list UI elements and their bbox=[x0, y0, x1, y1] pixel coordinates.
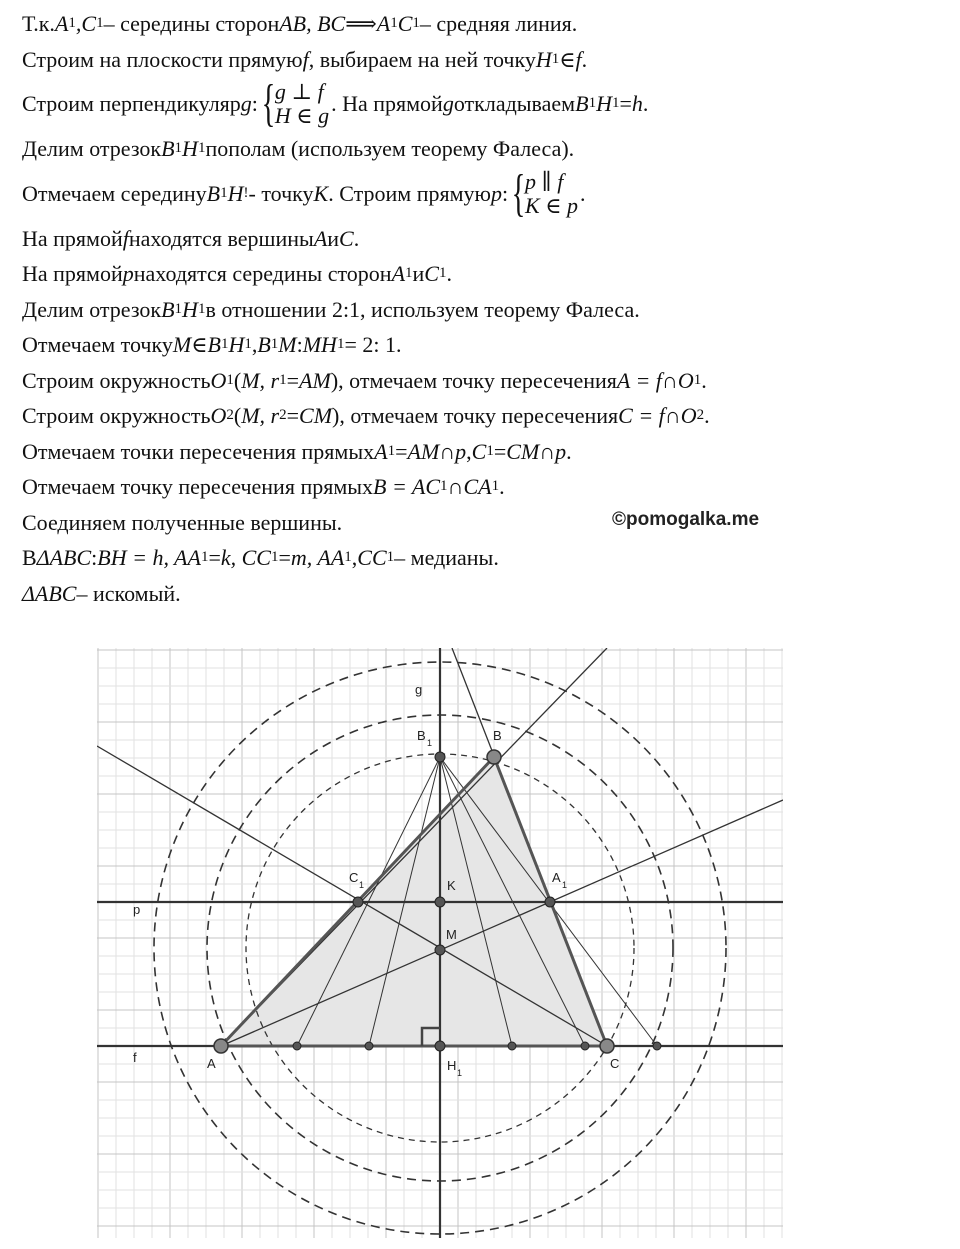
text-run: Отмечаем точки пересечения прямых bbox=[22, 438, 375, 464]
math-var: C bbox=[424, 261, 439, 286]
subscript: 1 bbox=[390, 15, 398, 31]
math-var: p bbox=[490, 180, 502, 206]
math-var: A bbox=[313, 225, 328, 251]
line-13 bbox=[22, 469, 942, 505]
label-p: p bbox=[133, 902, 141, 917]
label-a: A bbox=[207, 1056, 216, 1071]
math-var: M, r bbox=[241, 403, 280, 428]
math-op: ∩ bbox=[664, 403, 681, 428]
math-sep: , bbox=[75, 11, 82, 36]
system-of-conditions bbox=[260, 75, 330, 132]
text-run: в отношении 2:1, используем теорему Фалеса. bbox=[205, 296, 640, 322]
system-row: p ∥ f bbox=[525, 168, 564, 194]
math-var: AM bbox=[407, 438, 440, 464]
label-h1-sub: 1 bbox=[457, 1068, 463, 1078]
math-var: f bbox=[302, 46, 309, 72]
math-var: C bbox=[471, 438, 487, 464]
point-c1 bbox=[353, 897, 363, 907]
point-a bbox=[214, 1039, 228, 1053]
point-k bbox=[435, 897, 445, 907]
subscript: 1 bbox=[344, 549, 352, 565]
math-op: = bbox=[493, 438, 507, 464]
text-run: и bbox=[412, 261, 425, 286]
label-c1-sub: 1 bbox=[359, 880, 365, 890]
text-run: На прямой bbox=[22, 261, 123, 286]
label-b1: B bbox=[417, 728, 426, 743]
text-run: ), отмечаем точку пересечения bbox=[332, 403, 619, 428]
text-run: = 2: 1. bbox=[344, 332, 402, 357]
math-op: = bbox=[619, 91, 632, 117]
math-var: CM bbox=[506, 438, 540, 464]
math-op: = bbox=[286, 403, 300, 428]
subscript: 1 bbox=[279, 371, 287, 388]
text-run: На прямой bbox=[22, 225, 123, 251]
system-of-conditions bbox=[510, 164, 579, 222]
subscript: 1 bbox=[226, 371, 234, 388]
text-run: Строим окружность bbox=[22, 367, 211, 393]
text-run: находятся середины сторон bbox=[133, 261, 392, 286]
label-h1: H bbox=[447, 1058, 457, 1073]
subscript: 1 bbox=[440, 478, 448, 494]
text-run: – искомый. bbox=[76, 580, 181, 606]
subscript: 1 bbox=[491, 478, 500, 494]
math-var: B bbox=[206, 180, 221, 206]
line-1 bbox=[22, 6, 942, 42]
math-var: H bbox=[182, 136, 198, 161]
subscript: 2 bbox=[226, 407, 234, 423]
subscript: 1 bbox=[412, 15, 420, 31]
math-var: B bbox=[257, 332, 271, 357]
math-op: ∩ bbox=[539, 438, 556, 464]
text-run: . bbox=[353, 225, 360, 251]
math-var: A = f bbox=[616, 367, 662, 393]
label-k: K bbox=[447, 878, 456, 893]
line-4 bbox=[22, 131, 942, 167]
text-run: : bbox=[91, 545, 98, 570]
subscript: 1 bbox=[244, 336, 252, 352]
text-run: . Строим прямую bbox=[328, 180, 491, 206]
subscript: 1 bbox=[220, 336, 229, 352]
label-a1-sub: 1 bbox=[562, 880, 568, 890]
subscript: 1 bbox=[693, 371, 702, 388]
point-m bbox=[435, 945, 445, 955]
thales-tick-4 bbox=[581, 1042, 589, 1050]
math-op: = bbox=[286, 367, 300, 393]
subscript: 1 bbox=[220, 184, 228, 201]
subscript: 1 bbox=[405, 265, 413, 281]
text-run: В bbox=[22, 545, 37, 570]
thales-tick-5 bbox=[653, 1042, 661, 1050]
math-var: g bbox=[442, 91, 454, 117]
system-row: H ∈ g bbox=[274, 103, 330, 128]
line-5 bbox=[22, 164, 942, 222]
math-var: C = f bbox=[618, 403, 665, 428]
math-var: C bbox=[81, 11, 97, 36]
line-10 bbox=[22, 363, 942, 399]
text-run: : bbox=[251, 91, 258, 117]
line-12 bbox=[22, 434, 942, 470]
math-var: A bbox=[54, 11, 69, 36]
math-var: O bbox=[680, 403, 697, 428]
math-var: p bbox=[455, 438, 467, 464]
text-run: Отмечаем середину bbox=[22, 180, 207, 206]
math-var: k, CC bbox=[220, 545, 271, 570]
math-var: CA bbox=[463, 474, 492, 499]
text-run: Делим отрезок bbox=[22, 136, 162, 161]
text-run: и bbox=[327, 225, 340, 251]
subscript: 1 bbox=[588, 95, 597, 112]
subscript: 1 bbox=[270, 336, 279, 352]
text-run: : bbox=[296, 332, 303, 357]
subscript: 1 bbox=[270, 549, 279, 565]
math-var: O bbox=[677, 367, 694, 393]
subscript: 1 bbox=[387, 442, 396, 459]
subscript: ! bbox=[243, 184, 249, 201]
thales-tick-3 bbox=[508, 1042, 516, 1050]
label-g: g bbox=[415, 682, 423, 697]
brace-icon: { bbox=[511, 164, 526, 222]
math-op: ∈ bbox=[191, 332, 208, 357]
line-7 bbox=[22, 256, 942, 292]
text-run: Соединяем полученные вершины. bbox=[22, 509, 343, 535]
text-run: . bbox=[701, 367, 707, 393]
math-var: p bbox=[122, 261, 134, 286]
text-run: . bbox=[580, 180, 586, 206]
math-op: ∩ bbox=[439, 438, 456, 464]
subscript: 1 bbox=[386, 549, 395, 565]
line-8 bbox=[22, 292, 942, 328]
subscript: 1 bbox=[438, 265, 447, 281]
label-c1: C bbox=[349, 870, 359, 885]
math-var: H bbox=[228, 332, 245, 357]
solution-text bbox=[22, 6, 942, 611]
math-op: ∩ bbox=[661, 367, 678, 393]
system-row: K ∈ p bbox=[525, 192, 579, 218]
math-var: C bbox=[397, 11, 413, 36]
label-c: C bbox=[610, 1056, 620, 1071]
text-run: ( bbox=[233, 367, 242, 393]
math-var: H bbox=[227, 180, 244, 206]
math-var: K bbox=[313, 180, 329, 206]
line-6 bbox=[22, 221, 942, 257]
construction-figure bbox=[97, 648, 783, 1238]
subscript: 1 bbox=[336, 336, 345, 352]
label-b: B bbox=[493, 728, 502, 743]
subscript: 1 bbox=[197, 300, 206, 317]
math-var: p bbox=[555, 438, 567, 464]
math-var: M, r bbox=[241, 367, 280, 393]
text-run: . На прямой bbox=[331, 91, 443, 117]
line-15 bbox=[22, 540, 942, 576]
subscript: 1 bbox=[96, 15, 104, 31]
math-op: = bbox=[278, 545, 291, 570]
point-b bbox=[487, 750, 501, 764]
text-run: находятся вершины bbox=[128, 225, 314, 251]
text-run: - точку bbox=[248, 180, 314, 206]
text-run: Делим отрезок bbox=[22, 296, 162, 322]
math-var: m, AA bbox=[290, 545, 345, 570]
subscript: 1 bbox=[174, 300, 183, 317]
math-var: BH = h, AA bbox=[97, 545, 201, 570]
math-var: H bbox=[182, 296, 198, 322]
math-var: A bbox=[391, 261, 406, 286]
system-row: g ⊥ f bbox=[274, 79, 324, 104]
text-run: . bbox=[446, 261, 452, 286]
text-run: Т.к. bbox=[22, 11, 55, 36]
subscript: 1 bbox=[200, 549, 209, 565]
text-run: . bbox=[499, 474, 505, 499]
text-run: ), отмечаем точку пересечения bbox=[330, 367, 617, 393]
math-op: = bbox=[208, 545, 221, 570]
text-run: , bbox=[466, 438, 472, 464]
math-var: h bbox=[631, 91, 643, 117]
text-run: ( bbox=[233, 403, 242, 428]
subscript: 1 bbox=[68, 15, 76, 31]
subscript: 1 bbox=[486, 442, 494, 459]
math-op: ∩ bbox=[447, 474, 464, 499]
math-var: M bbox=[278, 332, 297, 357]
text-run: . bbox=[566, 438, 572, 464]
brace-icon: { bbox=[261, 75, 276, 132]
text-run: – средняя линия. bbox=[419, 11, 578, 36]
text-run: – медианы. bbox=[394, 545, 499, 570]
math-op: ∈ bbox=[559, 46, 576, 72]
math-var: CC bbox=[357, 545, 387, 570]
line-2 bbox=[22, 42, 942, 78]
text-run: . bbox=[581, 46, 588, 72]
line-11 bbox=[22, 398, 942, 434]
subscript: 1 bbox=[611, 95, 620, 112]
subscript: 1 bbox=[174, 140, 183, 156]
line-16 bbox=[22, 576, 942, 612]
point-a1 bbox=[545, 897, 555, 907]
text-run: Строим на плоскости прямую bbox=[22, 46, 303, 72]
math-var: A bbox=[376, 11, 391, 36]
math-var: A bbox=[374, 438, 388, 464]
math-var: H bbox=[596, 91, 612, 117]
line-9 bbox=[22, 327, 942, 363]
math-var: B bbox=[161, 136, 175, 161]
text-run: Отмечаем точку пересечения прямых bbox=[22, 474, 374, 499]
math-var: M bbox=[172, 332, 192, 357]
text-run: , bbox=[251, 332, 258, 357]
math-var: f bbox=[122, 225, 129, 251]
text-run: пополам (используем теорему Фалеса). bbox=[205, 136, 575, 161]
math-var: B bbox=[575, 91, 589, 117]
subscript: 1 bbox=[551, 50, 560, 67]
text-run: , выбираем на ней точку bbox=[308, 46, 536, 72]
point-h1 bbox=[435, 1041, 445, 1051]
subscript: 2 bbox=[279, 407, 287, 423]
math-var: H bbox=[535, 46, 552, 72]
math-op: = bbox=[395, 438, 408, 464]
text-run: . bbox=[642, 91, 649, 117]
math-var: B = AC bbox=[373, 474, 441, 499]
text-run: – середины сторон bbox=[103, 11, 280, 36]
math-var: AM bbox=[299, 367, 331, 393]
text-run: Отмечаем точку bbox=[22, 332, 173, 357]
label-a1: A bbox=[552, 870, 561, 885]
point-b1 bbox=[435, 752, 445, 762]
text-run: . bbox=[704, 403, 710, 428]
math-var: AB, BC bbox=[279, 11, 346, 36]
math-var: f bbox=[575, 46, 582, 72]
watermark: ©pomogalka.me bbox=[612, 509, 760, 530]
text-run: : bbox=[501, 180, 509, 206]
label-b1-sub: 1 bbox=[427, 738, 433, 748]
text-run: , bbox=[351, 545, 358, 570]
math-var: g bbox=[240, 91, 252, 117]
subscript: 1 bbox=[197, 140, 206, 156]
math-var: O bbox=[210, 403, 227, 428]
text-run: Строим перпендикуляр bbox=[22, 91, 241, 117]
math-implies: ⟹ bbox=[345, 11, 377, 36]
math-var: ΔABC bbox=[22, 580, 77, 606]
thales-tick-2 bbox=[365, 1042, 373, 1050]
math-var: B bbox=[161, 296, 175, 322]
label-m: M bbox=[446, 927, 457, 942]
math-var: C bbox=[339, 225, 354, 251]
math-var: CM bbox=[299, 403, 333, 428]
thales-tick-1 bbox=[293, 1042, 301, 1050]
math-var: ΔABC bbox=[36, 545, 92, 570]
subscript: 2 bbox=[696, 407, 705, 423]
math-var: B bbox=[207, 332, 221, 357]
point-c bbox=[600, 1039, 614, 1053]
label-f: f bbox=[133, 1050, 137, 1065]
line-3 bbox=[22, 77, 942, 131]
math-var: MH bbox=[302, 332, 337, 357]
math-var: O bbox=[210, 367, 227, 393]
text-run: Строим окружность bbox=[22, 403, 211, 428]
text-run: откладываем bbox=[453, 91, 576, 117]
line-14 bbox=[22, 505, 942, 541]
